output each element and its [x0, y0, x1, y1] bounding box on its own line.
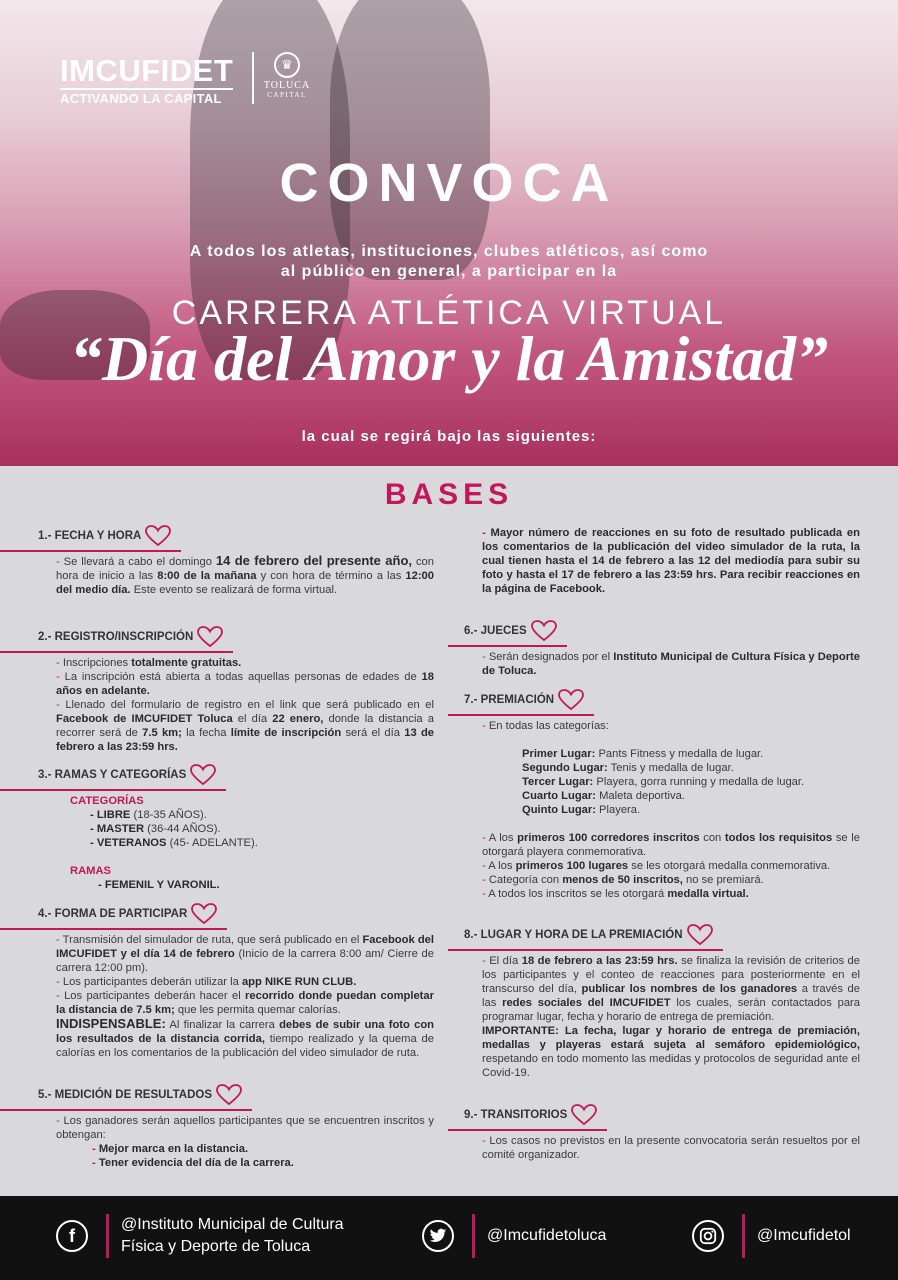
section-title: 7.- PREMIACIÓN [464, 694, 555, 706]
facebook-link[interactable] [56, 1214, 344, 1258]
twitter-link[interactable] [422, 1214, 606, 1258]
section-rule [0, 928, 227, 930]
carrera-title: CARRERA ATLÉTICA VIRTUAL [171, 294, 727, 332]
twitter-icon [422, 1220, 454, 1252]
convoca-title: CONVOCA [279, 153, 619, 213]
section-rule [0, 550, 181, 552]
heart-icon [531, 620, 557, 642]
section-4-body: - Transmisión del simulador de ruta, que será publicado en el Facebook del IMCUFIDET y el día 14 de febrero (Inicio de la carrera 8:00 am/ Cierre de carrera 12:00 pm). - Los participantes deberán utilizar la app NIKE RUN CLUB. - Los participantes deberán hacer el recorrido donde puedan completar la distancia de 7.5 km; que les permita quemar calorías. INDISPENSABLE: Al finalizar la carrera debes de subir una foto con los resultados de la distancia corrida, tiempo realizado y la quema de calorías en los comentarios de la publicación del video simulador de ruta. [56, 934, 434, 1059]
toluca-sub: CAPITAL [267, 91, 307, 99]
facebook-icon: f [56, 1220, 88, 1252]
toluca-logo [263, 52, 311, 99]
facebook-handle [121, 1214, 344, 1258]
logo-tagline: ACTIVANDO LA CAPITAL [60, 88, 233, 106]
section-4-heading [38, 903, 217, 925]
section-title: 4.- FORMA DE PARTICIPAR [38, 908, 188, 920]
heart-icon [216, 1084, 242, 1106]
section-1-heading [38, 525, 171, 547]
decorative-arc [818, 0, 898, 160]
section-title: 2.- REGISTRO/INSCRIPCIÓN [38, 631, 194, 643]
logo-divider [252, 52, 254, 104]
crown-seal-icon: ♛ [274, 52, 300, 78]
footer [0, 1196, 898, 1280]
section-title: 1.- FECHA Y HORA [38, 530, 142, 542]
section-rule [448, 949, 723, 951]
regira-subtitle: la cual se regirá bajo las siguientes: [301, 428, 597, 445]
instagram-handle: @Imcufidetol [757, 1227, 851, 1244]
section-title: 6.- JUECES [464, 625, 527, 637]
section-5-continued: - Mayor número de reacciones en su foto de resultado publicada en los comentarios de la publicación del video simulador de la ruta, la cual tienen hasta el 14 de febrero a las 12 del mediodía para subir su foto y hasta el 17 de febrero a las 23:59 hrs. Para recibir reacciones en la página de Facebook. [482, 527, 860, 595]
section-rule [448, 714, 594, 716]
section-title: 9.- TRANSITORIOS [464, 1109, 568, 1121]
divider [106, 1214, 109, 1258]
intro-text [0, 242, 898, 282]
instagram-icon [692, 1220, 724, 1252]
heart-icon [687, 924, 713, 946]
heart-icon [571, 1104, 597, 1126]
divider [472, 1214, 475, 1258]
section-8-heading [464, 924, 713, 946]
section-5-body: - Los ganadores serán aquellos participantes que se encuentren inscritos y obtengan: - Mejor marca en la distancia. - Tener evidencia del día de la carrera. [56, 1115, 434, 1169]
section-rule [448, 645, 567, 647]
section-9-body: - Los casos no previstos en la presente convocatoria serán resueltos por el comité organizador. [482, 1135, 860, 1161]
divider [742, 1214, 745, 1258]
hero-banner [0, 0, 898, 466]
section-rule [448, 1129, 607, 1131]
intro-line-1: A todos los atletas, instituciones, clubes atléticos, así como [189, 243, 709, 260]
section-title: 8.- LUGAR Y HORA DE LA PREMIACIÓN [464, 929, 683, 941]
section-8-body: - El día 18 de febrero a las 23:59 hrs. se finaliza la revisión de criterios de los participantes y el conteo de reacciones para posteriormente en el transcurso del día, publicar los nombres de los ganadores a través de las redes sociales del IMCUFIDET los cuales, serán contactados para programar lugar, fecha y horario de entrega de premiación. IMPORTANTE: La fecha, lugar y horario de entrega de premiación, medallas y playeras estará sujeta al semáforo epidemiológico, respetando en todo momento las medidas y protocolos de seguridad ante el Covid-19. [482, 955, 861, 1079]
section-6-body: - Serán designados por el Instituto Municipal de Cultura Física y Deporte de Toluca. [482, 651, 861, 677]
heart-icon [191, 903, 217, 925]
section-rule [0, 1109, 252, 1111]
section-3-body: CATEGORÍAS - LIBRE (18-35 AÑOS). - MASTER (36-44 AÑOS). - VETERANOS (45- ADELANTE). RAMAS - FEMENIL Y VARONIL. [70, 794, 430, 892]
categorias-label: CATEGORÍAS [70, 795, 144, 807]
facebook-line-1: @Instituto Municipal de Cultura [121, 1216, 344, 1233]
section-2-heading [38, 626, 223, 648]
bases-title: BASES [384, 478, 514, 511]
twitter-handle: @Imcufidetoluca [487, 1227, 607, 1244]
section-1-body: - Se llevará a cabo el domingo 14 de febrero del presente año, con hora de inicio a las 8:00 de la mañana y con hora de término a las 12:00 del medio día. Este evento se realizará de forma virtual. [56, 553, 434, 596]
section-3-heading [38, 764, 216, 786]
intro-line-2: al público en general, a participar en la [280, 263, 618, 280]
heart-icon [145, 525, 171, 547]
section-2-body: - Inscripciones totalmente gratuitas. - La inscripción está abierta a todas aquellas personas de edades de 18 años en adelante. - Llenado del formulario de registro en el link que será publicado en el Facebook de IMCUFIDET Toluca el día 22 enero, donde la distancia a recorrer será de 7.5 km; la fecha límite de inscripción será el día 13 de febrero a las 23:59 hrs. [56, 657, 435, 753]
section-title: 3.- RAMAS Y CATEGORÍAS [38, 769, 187, 781]
section-9-heading [464, 1104, 597, 1126]
section-title: 5.- MEDICIÓN DE RESULTADOS [38, 1089, 212, 1101]
section-rule [0, 651, 233, 653]
heart-icon [558, 689, 584, 711]
section-5-heading [38, 1084, 242, 1106]
section-rule [0, 789, 226, 791]
imcufidet-logo [60, 53, 234, 106]
event-name: “Día del Amor y la Amistad” [70, 323, 828, 394]
toluca-name: TOLUCA [263, 80, 311, 91]
instagram-link[interactable] [692, 1214, 851, 1258]
section-7-heading [464, 689, 584, 711]
ramas-label: RAMAS [70, 865, 112, 877]
section-7-body: - En todas las categorías: Primer Lugar: Pants Fitness y medalla de lugar. Segundo Lugar: Tenis y medalla de lugar. Tercer Lugar: Playera, gorra running y medalla de lugar. Cuarto Lugar: Maleta deportiva. Quinto Lugar: Playera. - A los primeros 100 corredores inscritos con todos los requisitos se le otorgará playera conmemorativa. - A los primeros 100 lugares se les otorgará medalla conmemorativa. - Categoría con menos de 50 inscritos, no se premiará. - A todos los inscritos se les otorgará medalla virtual. [482, 720, 860, 900]
runner-photo-silhouette [330, 0, 490, 280]
heart-icon [190, 764, 216, 786]
logo-name: IMCUFIDET [60, 53, 234, 88]
section-6-heading [464, 620, 557, 642]
facebook-line-2: Física y Deporte de Toluca [121, 1238, 311, 1255]
heart-icon [197, 626, 223, 648]
